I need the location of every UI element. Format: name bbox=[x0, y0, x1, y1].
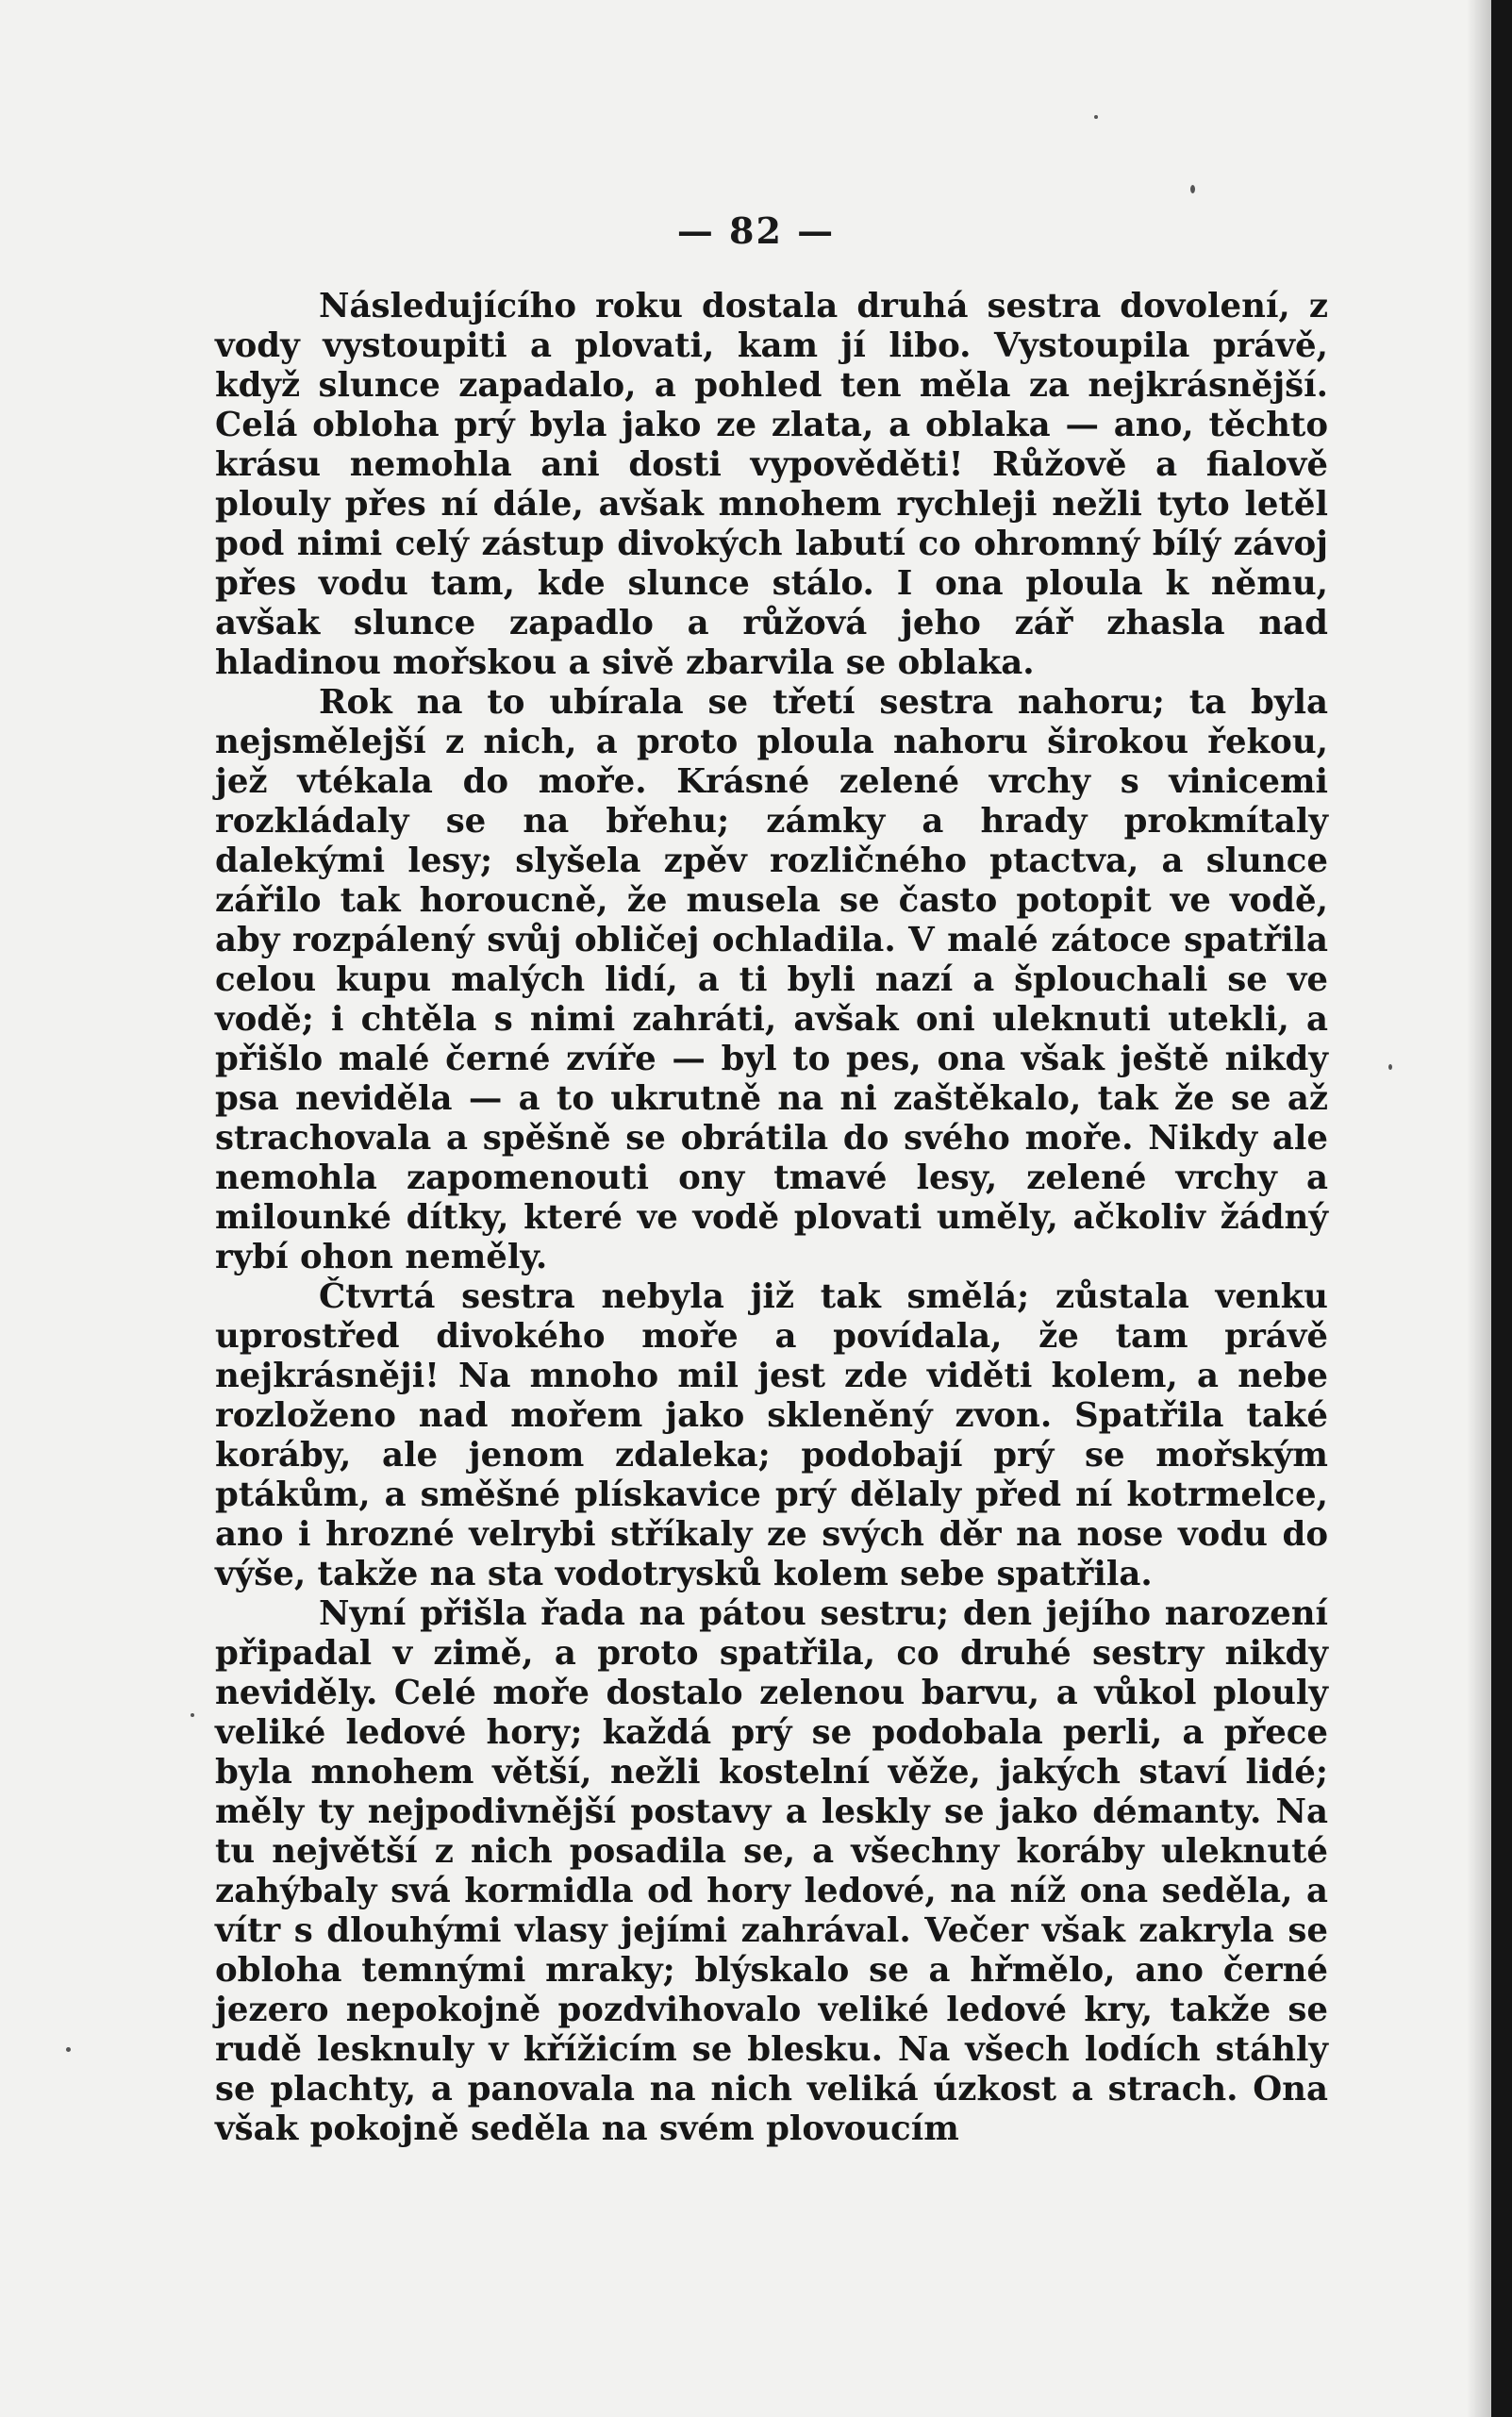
dust-speck bbox=[1094, 115, 1098, 119]
paragraph: Následujícího roku dostala druhá sestra dovolení, z vody vystoupiti a plovati, kam jí libo. Vystoupila právě, když slunce zapadalo, a pohled ten měla za nejkrásnější. Celá obloha prý byla jako ze zlata, a oblaka — ano, těchto krásu nemohla ani dosti vypověděti! Růžově a fialově plouly přes ní dále, avšak mnohem rychleji nežli tyto letěl pod nimi celý zástup divokých labutí co ohromný bílý závoj přes vodu tam, kde slunce stálo. I ona ploula k němu, avšak slunce zapadlo a růžová jeho zář zhasla nad hladinou mořskou a sivě zbarvila se oblaka. bbox=[215, 287, 1328, 682]
scan-shadow bbox=[1467, 0, 1491, 2417]
scan-edge bbox=[1491, 0, 1512, 2417]
dust-speck bbox=[66, 2047, 71, 2052]
dust-speck bbox=[191, 1713, 194, 1717]
dust-speck bbox=[1388, 1064, 1392, 1070]
paragraph: Nyní přišla řada na pátou sestru; den jejího narození připadal v zimě, a proto spatřila, co druhé sestry nikdy neviděly. Celé moře dostalo zelenou barvu, a vůkol plouly veliké ledové hory; každá prý se podobala perli, a přece byla mnohem větší, nežli kostelní věže, jakých staví lidé; měly ty nejpodivnější postavy a leskly se jako démanty. Na tu největší z nich posadila se, a všechny koráby uleknuté zahýbaly svá kormidla od hory ledové, na níž ona seděla, a vítr s dlouhými vlasy jejími zahrával. Večer však zakryla se obloha temnými mraky; blýskalo se a hřmělo, ano černé jezero nepokojně pozdvihovalo veliké ledové kry, takže se rudě lesknuly v křížicím se blesku. Na všech lodích stáhly se plachty, a panovala na nich veliká úzkost a strach. Ona však pokojně seděla na svém plovoucím bbox=[215, 1594, 1328, 2148]
dust-speck bbox=[1190, 185, 1195, 193]
paragraph: Čtvrtá sestra nebyla již tak smělá; zůstala venku uprostřed divokého moře a povídala, že tam právě nejkrásněji! Na mnoho mil jest zde viděti kolem, a nebe rozloženo nad mořem jako skleněný zvon. Spatřila také koráby, ale jenom zdaleka; podobají prý se mořským ptákům, a směšné plískavice prý dělaly před ní kotrmelce, ano i hrozné velrybi stříkaly ze svých děr na nose vodu do výše, takže na sta vodotrysků kolem sebe spatřila. bbox=[215, 1277, 1328, 1593]
page-number: — 82 — bbox=[676, 209, 836, 252]
body-text bbox=[215, 287, 1328, 2149]
paragraph: Rok na to ubírala se třetí sestra nahoru; ta byla nejsmělejší z nich, a proto ploula nahoru širokou řekou, jež vtékala do moře. Krásné zelené vrchy s vinicemi rozkládaly se na břehu; zámky a hrady prokmítaly dalekými lesy; slyšela zpěv rozličného ptactva, a slunce zářilo tak horoucně, že musela se často potopit ve vodě, aby rozpálený svůj obličej ochladila. V malé zátoce spatřila celou kupu malých lidí, a ti byli nazí a šplouchali se ve vodě; i chtěla s nimi zahráti, avšak oni uleknuti utekli, a přišlo malé černé zvíře — byl to pes, ona však ještě nikdy psa neviděla — a to ukrutně na ni zaštěkalo, tak že se až strachovala a spěšně se obrátila do svého moře. Nikdy ale nemohla zapomenouti ony tmavé lesy, zelené vrchy a milounké dítky, které ve vodě plovati uměly, ačkoliv žádný rybí ohon neměly. bbox=[215, 683, 1328, 1276]
